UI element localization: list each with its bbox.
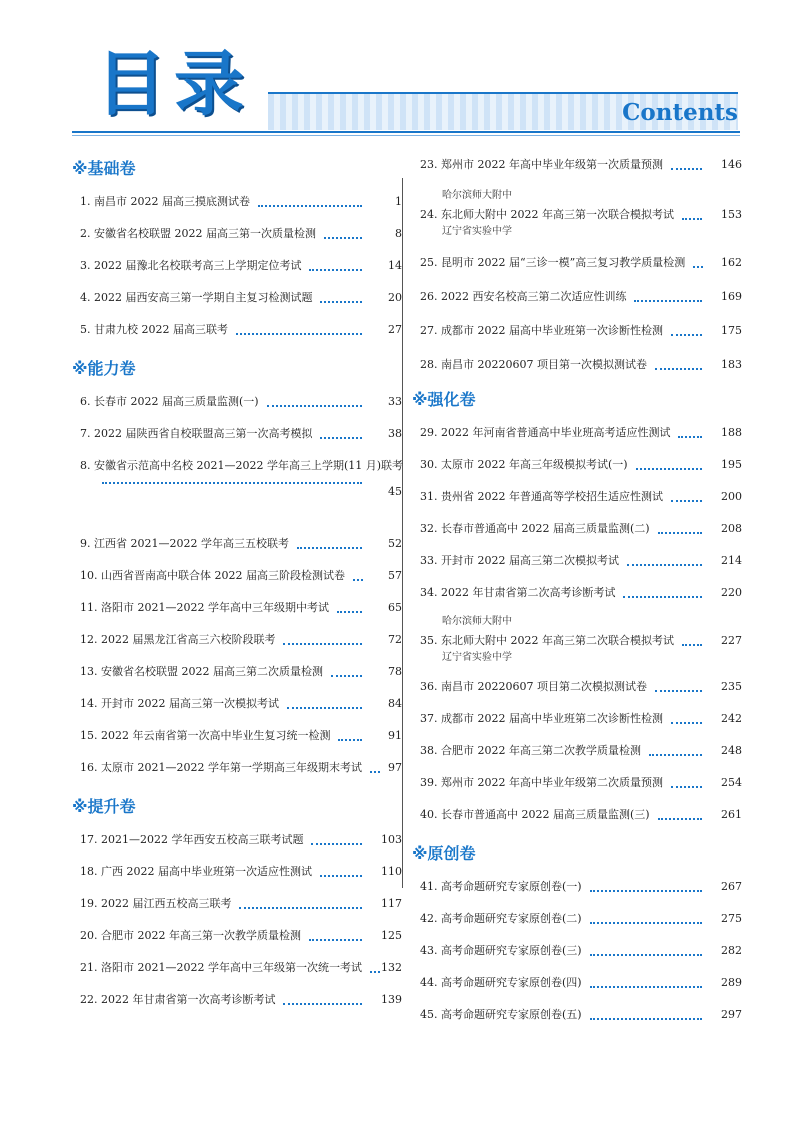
toc-page-number: 208 [721,522,742,535]
toc-entry-title: 9. 江西省 2021—2022 学年高三五校联考 [80,537,289,550]
leader-dots [671,786,702,790]
toc-entry[interactable] [412,741,742,761]
toc-entry-title: 26. 2022 西安名校高三第二次适应性训练 [420,290,627,303]
toc-page-number: 84 [388,697,402,710]
toc-entry[interactable] [72,726,402,746]
toc-entry[interactable] [72,566,402,586]
toc-entry[interactable] [412,155,742,175]
toc-entry[interactable] [412,455,742,475]
toc-page-number: 220 [721,586,742,599]
toc-page-number: 97 [388,761,402,774]
toc-entry-title: 45. 高考命题研究专家原创卷(五) [420,1008,582,1021]
toc-page-number: 1 [395,195,402,208]
toc-page-number: 110 [381,865,402,878]
toc-page-number: 72 [388,633,402,646]
toc-entry[interactable] [72,926,402,946]
toc-page-number: 14 [388,259,402,272]
leader-dots [649,754,702,758]
toc-page-number: 214 [721,554,742,567]
toc-page-number: 20 [388,291,402,304]
toc-page-number: 27 [388,323,402,336]
leader-dots [320,437,362,441]
leader-dots [309,939,362,943]
leader-dots [655,368,702,372]
toc-entry[interactable] [72,320,402,340]
leader-dots [671,500,702,504]
leader-dots [258,205,362,209]
leader-dots [102,482,362,486]
leader-dots [678,436,702,440]
toc-page-number: 45 [388,485,402,498]
toc-entry-title: 43. 高考命题研究专家原创卷(三) [420,944,582,957]
co-organizer-note: 哈尔滨师大附中 [442,190,512,201]
toc-page-number: 139 [381,993,402,1006]
leader-dots [320,875,362,879]
toc-entry-title: 6. 长春市 2022 届高三质量监测(一) [80,395,259,408]
toc-entry-title: 12. 2022 届黑龙江省高三六校阶段联考 [80,633,276,646]
toc-entry-title: 19. 2022 届江西五校高三联考 [80,897,232,910]
leader-dots [682,218,702,222]
toc-entry[interactable] [412,423,742,443]
toc-entry[interactable] [72,630,402,650]
leader-dots [239,907,362,911]
toc-entry-title: 17. 2021—2022 学年西安五校高三联考试题 [80,833,304,846]
toc-entry[interactable] [72,958,402,978]
toc-entry[interactable] [412,773,742,793]
toc-entry-title: 38. 合肥市 2022 年高三第二次教学质量检测 [420,744,641,757]
toc-entry[interactable] [412,321,742,341]
toc-page-number: 282 [721,944,742,957]
toc-page-number: 289 [721,976,742,989]
toc-page-number: 33 [388,395,402,408]
toc-page-number: 248 [721,744,742,757]
toc-entry-title: 7. 2022 届陕西省自校联盟高三第一次高考模拟 [80,427,313,440]
toc-entry-title: 23. 郑州市 2022 年高中毕业年级第一次质量预测 [420,158,663,171]
toc-entry-title: 15. 2022 年云南省第一次高中毕业生复习统一检测 [80,729,331,742]
leader-dots [590,986,702,990]
toc-entry-title: 11. 洛阳市 2021—2022 学年高中三年级期中考试 [80,601,329,614]
leader-dots [590,954,702,958]
toc-entry[interactable] [72,192,402,212]
header-rule-thin [72,135,740,136]
leader-dots [353,579,363,583]
leader-dots [590,890,702,894]
toc-entry-title: 29. 2022 年河南省普通高中毕业班高考适应性测试 [420,426,671,439]
toc-entry[interactable] [72,288,402,308]
header-rule [72,131,740,133]
toc-entry[interactable] [72,758,402,778]
toc-entry-title: 31. 贵州省 2022 年普通高等学校招生适应性测试 [420,490,663,503]
leader-dots [320,301,362,305]
toc-entry[interactable] [412,805,742,825]
toc-entry-title: 39. 郑州市 2022 年高中毕业年级第二次质量预测 [420,776,663,789]
toc-entry[interactable] [412,205,742,225]
leader-dots [236,333,362,337]
toc-entry-title: 21. 洛阳市 2021—2022 学年高中三年级第一次统一考试 [80,961,362,974]
toc-entry-title: 40. 长春市普通高中 2022 届高三质量监测(三) [420,808,650,821]
toc-entry[interactable] [412,551,742,571]
toc-entry-title: 37. 成都市 2022 届高中毕业班第二次诊断性检测 [420,712,663,725]
page-title: 目录 [96,43,252,125]
toc-page-number: 65 [388,601,402,614]
toc-entry-title: 35. 东北师大附中 2022 年高三第二次联合模拟考试 [420,634,674,647]
toc-page-number: 275 [721,912,742,925]
leader-dots [682,644,702,648]
toc-entry[interactable] [72,392,402,412]
toc-entry[interactable] [72,224,402,244]
toc-entry-title: 41. 高考命题研究专家原创卷(一) [420,880,582,893]
leader-dots [324,237,362,241]
section-heading: ※提升卷 [72,797,136,816]
toc-page-number: 227 [721,634,742,647]
toc-page-number: 117 [381,897,402,910]
toc-entry-title: 20. 合肥市 2022 年高三第一次教学质量检测 [80,929,301,942]
toc-entry-title: 8. 安徽省示范高中名校 2021—2022 学年高三上学期(11 月)联考 [80,459,404,472]
toc-entry-title: 32. 长春市普通高中 2022 届高三质量监测(二) [420,522,650,535]
leader-dots [297,547,362,551]
toc-entry[interactable] [72,456,404,498]
toc-page-number: 103 [381,833,402,846]
co-organizer-note: 辽宁省实验中学 [442,226,512,237]
toc-entry[interactable] [412,355,742,375]
toc-entry[interactable] [72,424,402,444]
toc-entry[interactable] [412,487,742,507]
toc-entry[interactable] [72,894,402,914]
toc-entry[interactable] [72,598,402,618]
contents-label: Contents [622,99,738,126]
leader-dots [671,334,702,338]
leader-dots [636,468,702,472]
toc-page-number: 57 [388,569,402,582]
toc-page-number: 175 [721,324,742,337]
toc-page-number: 188 [721,426,742,439]
leader-dots [658,532,702,536]
leader-dots [267,405,362,409]
section-heading: ※原创卷 [412,844,476,863]
toc-entry-title: 36. 南昌市 20220607 项目第二次模拟测试卷 [420,680,647,693]
toc-page-number: 8 [395,227,402,240]
toc-entry-title: 18. 广西 2022 届高中毕业班第一次适应性测试 [80,865,312,878]
toc-entry-title: 1. 南昌市 2022 届高三摸底测试卷 [80,195,250,208]
leader-dots [671,722,702,726]
toc-page-number: 235 [721,680,742,693]
toc-page-number: 183 [721,358,742,371]
leader-dots [311,843,362,847]
leader-dots [634,300,702,304]
toc-page-number: 162 [721,256,742,269]
leader-dots [331,675,362,679]
leader-dots [671,168,702,172]
toc-entry[interactable] [72,534,402,554]
toc-entry-title: 25. 昆明市 2022 届“三诊一模”高三复习教学质量检测 [420,256,686,269]
leader-dots [283,1003,362,1007]
co-organizer-note: 哈尔滨师大附中 [442,616,512,627]
toc-entry-title: 28. 南昌市 20220607 项目第一次模拟测试卷 [420,358,647,371]
toc-entry[interactable] [72,694,402,714]
leader-dots [693,266,703,270]
toc-entry-title: 33. 开封市 2022 届高三第二次模拟考试 [420,554,619,567]
toc-entry-title: 5. 甘肃九校 2022 届高三联考 [80,323,228,336]
toc-page-number: 195 [721,458,742,471]
toc-entry[interactable] [412,973,742,993]
toc-entry-title: 4. 2022 届西安高三第一学期自主复习检测试题 [80,291,313,304]
toc-page-number: 254 [721,776,742,789]
toc-page-number: 52 [388,537,402,550]
toc-entry[interactable] [412,287,742,307]
leader-dots [627,564,702,568]
toc-entry[interactable] [412,583,742,603]
leader-dots [590,1018,702,1022]
toc-entry-title: 44. 高考命题研究专家原创卷(四) [420,976,582,989]
section-heading: ※基础卷 [72,159,136,178]
toc-entry-title: 42. 高考命题研究专家原创卷(二) [420,912,582,925]
toc-entry-title: 2. 安徽省名校联盟 2022 届高三第一次质量检测 [80,227,316,240]
leader-dots [287,707,362,711]
leader-dots [338,739,362,743]
toc-entry-title: 27. 成都市 2022 届高中毕业班第一次诊断性检测 [420,324,663,337]
toc-page-number: 242 [721,712,742,725]
toc-entry[interactable] [412,677,742,697]
toc-page-number: 146 [721,158,742,171]
toc-entry-title: 10. 山西省晋南高中联合体 2022 届高三阶段检测试卷 [80,569,345,582]
leader-dots [309,269,362,273]
toc-entry[interactable] [72,830,402,850]
toc-entry[interactable] [412,877,742,897]
toc-page-number: 132 [381,961,402,974]
toc-page-number: 38 [388,427,402,440]
toc-page-number: 297 [721,1008,742,1021]
section-heading: ※强化卷 [412,390,476,409]
leader-dots [658,818,702,822]
toc-entry-title: 16. 太原市 2021—2022 学年第一学期高三年级期末考试 [80,761,362,774]
leader-dots [623,596,702,600]
toc-entry-title: 30. 太原市 2022 年高三年级模拟考试(一) [420,458,628,471]
toc-page-number: 169 [721,290,742,303]
leader-dots [337,611,362,615]
leader-dots [283,643,362,647]
toc-page-number: 125 [381,929,402,942]
toc-entry[interactable] [412,709,742,729]
toc-page-number: 153 [721,208,742,221]
toc-page-number: 200 [721,490,742,503]
toc-entry[interactable] [412,1005,742,1025]
toc-entry-title: 24. 东北师大附中 2022 年高三第一次联合模拟考试 [420,208,674,221]
toc-entry[interactable] [72,862,402,882]
toc-page-number: 267 [721,880,742,893]
toc-page-number: 91 [388,729,402,742]
toc-entry[interactable] [412,519,742,539]
co-organizer-note: 辽宁省实验中学 [442,652,512,663]
toc-entry[interactable] [72,662,402,682]
toc-entry[interactable] [412,941,742,961]
toc-entry-title: 13. 安徽省名校联盟 2022 届高三第二次质量检测 [80,665,323,678]
toc-entry-title: 3. 2022 届豫北名校联考高三上学期定位考试 [80,259,302,272]
toc-entry[interactable] [412,631,742,651]
toc-page-number: 261 [721,808,742,821]
toc-entry[interactable] [72,990,402,1010]
toc-entry-title: 14. 开封市 2022 届高三第一次模拟考试 [80,697,279,710]
toc-entry[interactable] [72,256,402,276]
toc-entry-title: 22. 2022 年甘肃省第一次高考诊断考试 [80,993,276,1006]
toc-entry[interactable] [412,253,742,273]
section-heading: ※能力卷 [72,359,136,378]
column-divider [402,178,403,888]
toc-entry-title: 34. 2022 年甘肃省第二次高考诊断考试 [420,586,616,599]
leader-dots [655,690,702,694]
toc-entry[interactable] [412,909,742,929]
leader-dots [590,922,702,926]
toc-page-number: 78 [388,665,402,678]
